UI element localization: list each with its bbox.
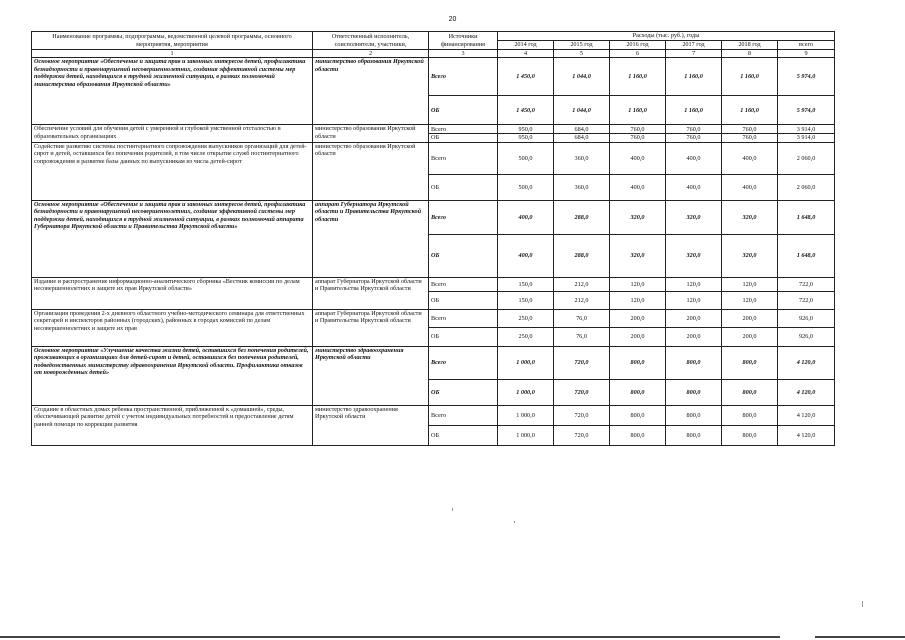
year-value-cell: 720,0: [554, 346, 610, 379]
year-value-cell: 1 160,0: [722, 96, 778, 125]
main-activity-name: Основное мероприятие «Улучшение качества жизни детей, оставшихся без попечения родителей, проживающих в организациях для детей-сирот и детей, оставшихся без попечения родителей, подведомственных министерству здравоохранения Иркутской области. Профилактика отказов от новорожденных детей»: [32, 346, 313, 405]
column-number: 3: [429, 50, 498, 58]
year-value-cell: 200,0: [610, 327, 666, 346]
column-numbers-row: [32, 50, 835, 58]
year-value-cell: 684,0: [554, 125, 610, 134]
executor-cell: министерство образования Иркутской области: [313, 58, 429, 125]
header-expenses: Расходы (тыс. руб.), годы: [498, 32, 835, 41]
scan-edge: [0, 636, 905, 638]
year-value-cell: 320,0: [610, 234, 666, 277]
year-value-cell: 250,0: [498, 309, 554, 327]
column-number: 4: [498, 50, 554, 58]
year-value-cell: 800,0: [722, 379, 778, 405]
funding-source-cell: Всего: [429, 405, 498, 425]
year-value-cell: 200,0: [610, 309, 666, 327]
total-value-cell: 5 974,0: [778, 96, 835, 125]
year-value-cell: 1 000,0: [498, 346, 554, 379]
year-value-cell: 1 160,0: [610, 58, 666, 96]
year-value-cell: 720,0: [554, 425, 610, 445]
total-value-cell: 1 648,0: [778, 200, 835, 234]
funding-source-cell: Всего: [429, 58, 498, 96]
year-value-cell: 120,0: [610, 277, 666, 291]
year-value-cell: 400,0: [498, 200, 554, 234]
year-value-cell: 760,0: [610, 125, 666, 134]
scan-speck: [514, 521, 515, 523]
year-value-cell: 200,0: [666, 327, 722, 346]
table-row: [32, 142, 835, 174]
page-number: 20: [448, 16, 457, 23]
total-value-cell: 2 060,0: [778, 174, 835, 200]
year-value-cell: 120,0: [610, 291, 666, 309]
header-year: 2014 год: [498, 41, 554, 50]
funding-source-cell: Всего: [429, 346, 498, 379]
year-value-cell: 800,0: [666, 405, 722, 425]
header-year: 2016 год: [610, 41, 666, 50]
year-value-cell: 1 044,0: [554, 58, 610, 96]
year-value-cell: 360,0: [554, 142, 610, 174]
executor-cell: министерство образования Иркутской области: [313, 142, 429, 200]
year-value-cell: 360,0: [554, 174, 610, 200]
year-value-cell: 500,0: [498, 174, 554, 200]
column-number: 6: [610, 50, 666, 58]
year-value-cell: 950,0: [498, 125, 554, 134]
header-name: Наименование программы, подпрограммы, ведомственной целевой программы, основного мероприятия, мероприятия: [32, 32, 313, 50]
table-row: [32, 200, 835, 234]
year-value-cell: 1 000,0: [498, 405, 554, 425]
scan-speck: [862, 601, 863, 607]
table-row: [32, 405, 835, 425]
total-value-cell: 3 914,0: [778, 134, 835, 142]
year-value-cell: 1 160,0: [666, 96, 722, 125]
year-value-cell: 800,0: [610, 379, 666, 405]
column-number: 8: [722, 50, 778, 58]
total-value-cell: 3 914,0: [778, 125, 835, 134]
table-row: [32, 125, 835, 134]
table-row: [32, 58, 835, 96]
year-value-cell: 1 000,0: [498, 425, 554, 445]
funding-source-cell: Всего: [429, 200, 498, 234]
column-number: 2: [313, 50, 429, 58]
activity-name: Создание в областных домах ребенка пространственной, приближенной к «домашней», среды, обеспечивающей развитие детей с учетом индивидуальных потребностей и предоставление детям ранней помощи по коррекции развития: [32, 405, 313, 445]
year-value-cell: 800,0: [722, 425, 778, 445]
scan-speck: [452, 508, 453, 511]
header-source: Источники финансирования: [429, 32, 498, 50]
year-value-cell: 200,0: [722, 327, 778, 346]
year-value-cell: 1 450,0: [498, 58, 554, 96]
total-value-cell: 926,0: [778, 327, 835, 346]
total-value-cell: 4 120,0: [778, 405, 835, 425]
year-value-cell: 400,0: [498, 234, 554, 277]
year-value-cell: 76,0: [554, 309, 610, 327]
year-value-cell: 120,0: [722, 291, 778, 309]
funding-source-cell: ОБ: [429, 291, 498, 309]
expenses-table: [31, 31, 835, 446]
executor-cell: министерство здравоохранения Иркутской области: [313, 346, 429, 405]
year-value-cell: 400,0: [722, 142, 778, 174]
year-value-cell: 150,0: [498, 277, 554, 291]
total-value-cell: 722,0: [778, 291, 835, 309]
total-value-cell: 4 120,0: [778, 425, 835, 445]
main-activity-name: Основное мероприятие «Обеспечение и защита прав и законных интересов детей, профилактика безнадзорности и правонарушений несовершеннолетних, создания эффективной системы мер поддержки детей, находящихся в трудной жизненной ситуации, в рамках полномочий министерства образования Иркутской области»: [32, 58, 313, 125]
year-value-cell: 800,0: [666, 346, 722, 379]
header-total: всего: [778, 41, 835, 50]
total-value-cell: 4 120,0: [778, 379, 835, 405]
year-value-cell: 760,0: [722, 125, 778, 134]
year-value-cell: 120,0: [722, 277, 778, 291]
header-year: 2015 год: [554, 41, 610, 50]
column-number: 7: [666, 50, 722, 58]
main-activity-name: Основное мероприятие «Обеспечение и защита прав и законных интересов детей, профилактика безнадзорности и правонарушений несовершеннолетних, создание эффективной системы мер поддержки детей, находящихся в трудной жизненной ситуации, в рамках полномочий аппарата Губернатора Иркутской области и Правительства Иркутской области»: [32, 200, 313, 277]
year-value-cell: 760,0: [666, 125, 722, 134]
year-value-cell: 1 160,0: [610, 96, 666, 125]
year-value-cell: 400,0: [610, 142, 666, 174]
year-value-cell: 250,0: [498, 327, 554, 346]
year-value-cell: 800,0: [610, 405, 666, 425]
year-value-cell: 1 044,0: [554, 96, 610, 125]
header-year: 2017 год: [666, 41, 722, 50]
funding-source-cell: Всего: [429, 142, 498, 174]
year-value-cell: 120,0: [666, 277, 722, 291]
activity-name: Обеспечение условий для обучения детей с умеренной и глубокой умственной отсталостью в образовательных организациях: [32, 125, 313, 142]
year-value-cell: 760,0: [610, 134, 666, 142]
funding-source-cell: ОБ: [429, 96, 498, 125]
header-year: 2018 год: [722, 41, 778, 50]
total-value-cell: 4 120,0: [778, 346, 835, 379]
year-value-cell: 200,0: [666, 309, 722, 327]
funding-source-cell: Всего: [429, 309, 498, 327]
year-value-cell: 76,0: [554, 327, 610, 346]
year-value-cell: 320,0: [722, 234, 778, 277]
executor-cell: аппарат Губернатора Иркутской области и Правительства Иркутской области: [313, 309, 429, 346]
year-value-cell: 720,0: [554, 379, 610, 405]
total-value-cell: 2 060,0: [778, 142, 835, 174]
year-value-cell: 800,0: [722, 405, 778, 425]
year-value-cell: 150,0: [498, 291, 554, 309]
table-row: [32, 277, 835, 291]
table-row: [32, 346, 835, 379]
year-value-cell: 288,0: [554, 200, 610, 234]
year-value-cell: 288,0: [554, 234, 610, 277]
activity-name: Организация проведения 2-х дневного областного учебно-методического семинара для ответственных секретарей и инспекторов районных (городских), районных в городах комиссий по делам несовершеннолетних и защите их прав: [32, 309, 313, 346]
total-value-cell: 5 974,0: [778, 58, 835, 96]
year-value-cell: 320,0: [666, 234, 722, 277]
year-value-cell: 950,0: [498, 134, 554, 142]
year-value-cell: 760,0: [666, 134, 722, 142]
year-value-cell: 800,0: [666, 425, 722, 445]
year-value-cell: 800,0: [610, 425, 666, 445]
year-value-cell: 120,0: [666, 291, 722, 309]
year-value-cell: 1 160,0: [666, 58, 722, 96]
year-value-cell: 1 160,0: [722, 58, 778, 96]
year-value-cell: 320,0: [722, 200, 778, 234]
column-number: 5: [554, 50, 610, 58]
year-value-cell: 400,0: [610, 174, 666, 200]
year-value-cell: 400,0: [666, 174, 722, 200]
executor-cell: аппарат Губернатора Иркутской области и Правительства Иркутской области: [313, 277, 429, 309]
year-value-cell: 800,0: [722, 346, 778, 379]
year-value-cell: 500,0: [498, 142, 554, 174]
total-value-cell: 926,0: [778, 309, 835, 327]
year-value-cell: 400,0: [666, 142, 722, 174]
executor-cell: министерство образования Иркутской области: [313, 125, 429, 142]
column-number: 1: [32, 50, 313, 58]
funding-source-cell: Всего: [429, 125, 498, 134]
funding-source-cell: ОБ: [429, 327, 498, 346]
year-value-cell: 760,0: [722, 134, 778, 142]
funding-source-cell: ОБ: [429, 134, 498, 142]
year-value-cell: 212,0: [554, 291, 610, 309]
year-value-cell: 1 450,0: [498, 96, 554, 125]
year-value-cell: 1 000,0: [498, 379, 554, 405]
year-value-cell: 684,0: [554, 134, 610, 142]
funding-source-cell: ОБ: [429, 379, 498, 405]
total-value-cell: 722,0: [778, 277, 835, 291]
executor-cell: министерство здравоохранения Иркутской области: [313, 405, 429, 445]
total-value-cell: 1 648,0: [778, 234, 835, 277]
funding-source-cell: ОБ: [429, 425, 498, 445]
year-value-cell: 212,0: [554, 277, 610, 291]
year-value-cell: 320,0: [666, 200, 722, 234]
activity-name: Издание и распространение информационно-аналитического сборника «Вестник комиссии по делам несовершеннолетних и защите их прав Иркутской области»: [32, 277, 313, 309]
year-value-cell: 800,0: [666, 379, 722, 405]
header-row: [32, 32, 835, 41]
year-value-cell: 320,0: [610, 200, 666, 234]
funding-source-cell: ОБ: [429, 234, 498, 277]
column-number: 9: [778, 50, 835, 58]
year-value-cell: 400,0: [722, 174, 778, 200]
year-value-cell: 200,0: [722, 309, 778, 327]
funding-source-cell: Всего: [429, 277, 498, 291]
year-value-cell: 720,0: [554, 405, 610, 425]
activity-name: Содействие развитию системы постинтернатного сопровождения выпускников организаций для детей-сирот и детей, оставшихся без попечения родителей, в том числе открытие служб постинтернатного сопровождения и развитие базы данных по выпускникам из числа детей-сирот: [32, 142, 313, 200]
executor-cell: аппарат Губернатора Иркутской области и Правительства Иркутской области: [313, 200, 429, 277]
year-value-cell: 800,0: [610, 346, 666, 379]
funding-source-cell: ОБ: [429, 174, 498, 200]
table-row: [32, 309, 835, 327]
header-executor: Ответственный исполнитель, соисполнители, участники,: [313, 32, 429, 50]
